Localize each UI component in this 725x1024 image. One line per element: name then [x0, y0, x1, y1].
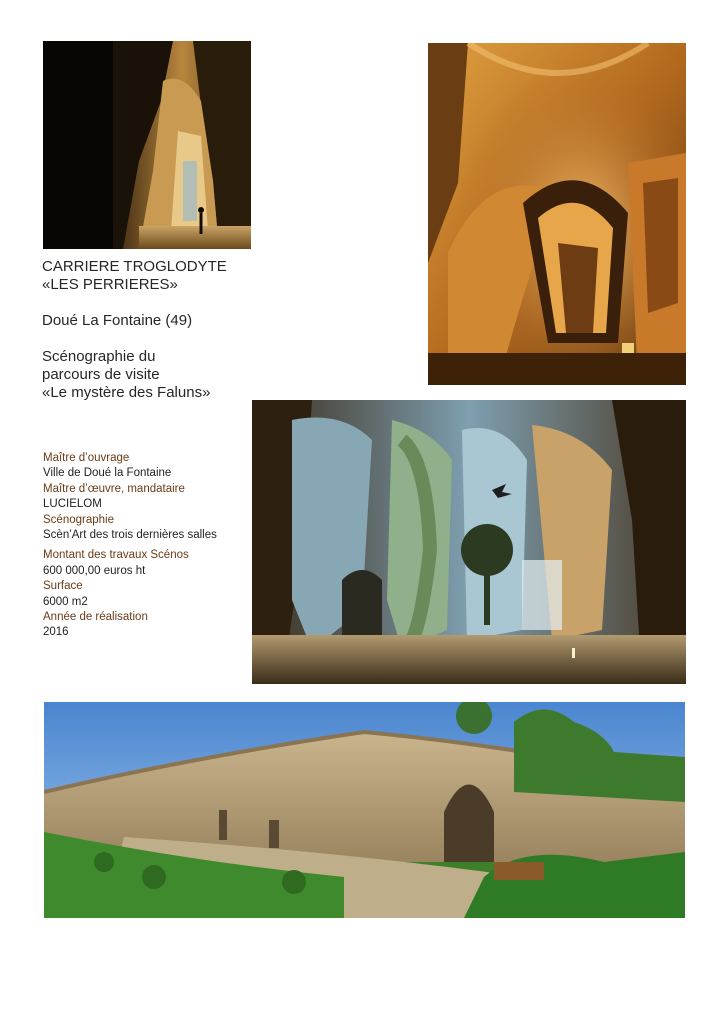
scenography-value: Scèn’Art des trois dernières salles	[43, 529, 217, 542]
heading-line-2: «LES PERRIERES»	[42, 276, 178, 293]
amount-value: 600 000,00 euros ht	[43, 564, 146, 577]
surface-value: 6000 m2	[43, 595, 88, 608]
quarry-panorama-photo	[44, 702, 685, 918]
year-value: 2016	[43, 626, 69, 639]
project-credits	[43, 451, 248, 641]
subtitle-line-2: parcours de visite	[42, 366, 160, 383]
owner-value: Ville de Doué la Fontaine	[43, 467, 172, 480]
location: Doué La Fontaine (49)	[42, 312, 193, 329]
contractor-value: LUCIELOM	[43, 498, 102, 511]
project-title-block	[42, 258, 242, 402]
scenography-label: Scénographie	[43, 513, 114, 526]
subtitle-line-1: Scénographie du	[42, 348, 156, 365]
contractor-label: Maître d’œuvre, mandataire	[43, 482, 185, 495]
year-label: Année de réalisation	[43, 611, 148, 624]
heading-line-1: CARRIERE TROGLODYTE	[42, 258, 227, 275]
quarry-arches-photo	[428, 43, 686, 385]
cave-passage-photo	[43, 41, 251, 249]
amount-label: Montant des travaux Scénos	[43, 549, 189, 562]
surface-label: Surface	[43, 580, 83, 593]
subtitle-line-3: «Le mystère des Faluns»	[42, 384, 211, 401]
owner-label: Maître d’ouvrage	[43, 452, 130, 464]
projection-hall-photo	[252, 400, 686, 684]
